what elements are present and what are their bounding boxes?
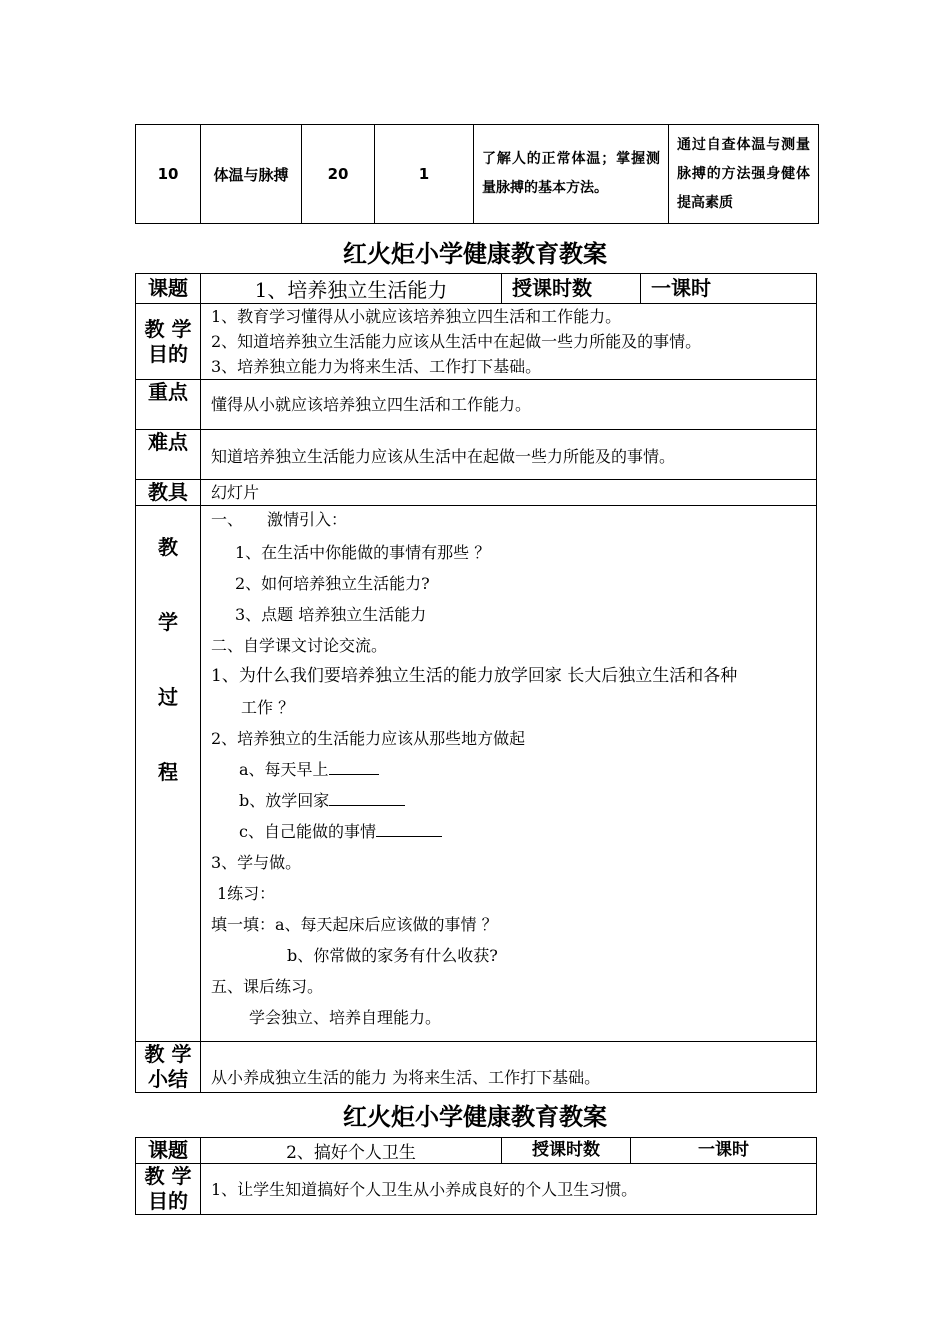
table-row — [136, 1042, 817, 1093]
table-row — [136, 1164, 817, 1215]
process-line: 二、自学课文讨论交流。 — [211, 636, 388, 655]
schedule-method: 通过自查体温与测量脉搏的方法强身健体提高素质 — [669, 125, 819, 224]
table-row — [136, 380, 817, 430]
hours-label: 授课时数 — [502, 1138, 631, 1164]
fill-blank-item: a、每天早上 — [239, 760, 329, 779]
process-line — [211, 754, 816, 785]
fill-blank-line — [376, 818, 442, 837]
key-value: 懂得从小就应该培养独立四生活和工作能力。 — [201, 380, 817, 430]
schedule-topic: 体温与脉搏 — [201, 125, 302, 224]
process-line: 填一填：a、每天起床后应该做的事情 ？ — [211, 915, 498, 934]
schedule-week: 20 — [302, 125, 375, 224]
schedule-no: 10 — [136, 125, 201, 224]
lesson-plan-table — [135, 273, 817, 1093]
process-label-char: 学 — [158, 610, 178, 634]
process-line: 一、 激情引入： — [211, 510, 348, 529]
fill-blank-line — [329, 756, 379, 775]
process-line: 3、学与做。 — [211, 853, 302, 872]
schedule-goal: 了解人的正常体温；掌握测量脉搏的基本方法。 — [474, 125, 669, 224]
process-line: 2、培养独立的生活能力应该从那些地方做起 — [211, 729, 526, 748]
process-line: b、你常做的家务有什么收获? — [287, 946, 498, 965]
difficulty-value: 知道培养独立生活能力应该从生活中在起做一些力所能及的事情。 — [201, 430, 817, 480]
process-cell — [201, 506, 817, 1042]
table-row — [136, 506, 817, 1042]
goal-label: 教 学目的 — [136, 304, 201, 380]
process-label-char: 教 — [158, 535, 178, 559]
hours-label: 授课时数 — [502, 274, 641, 304]
process-line — [211, 816, 816, 847]
goal-item: 1、教育学习懂得从小就应该培养独立四生活和工作能力。 — [211, 307, 622, 326]
topic-value: 2、搞好个人卫生 — [201, 1138, 502, 1164]
table-row — [136, 430, 817, 480]
lesson-plan-table — [135, 1137, 817, 1215]
hours-value: 一课时 — [631, 1138, 817, 1164]
page-title: 红火炬小学健康教育教案 — [343, 240, 607, 268]
process-line: 3、点题 培养独立生活能力 — [235, 605, 427, 624]
process-label — [136, 506, 201, 1042]
tools-label: 教具 — [136, 480, 201, 506]
table-row — [136, 480, 817, 506]
goal-item: 2、知道培养独立生活能力应该从生活中在起做一些力所能及的事情。 — [211, 332, 702, 351]
process-label-char: 过 — [158, 685, 178, 709]
topic-label: 课题 — [136, 274, 201, 304]
process-line: 1、为什么我们要培养独立生活的能力放学回家 长大后独立生活和各种 — [211, 666, 738, 686]
process-line: 工作 ？ — [241, 698, 295, 717]
goal-value: 1、让学生知道搞好个人卫生从小养成良好的个人卫生习惯。 — [201, 1164, 817, 1215]
fill-blank-item: c、自己能做的事情 — [239, 822, 376, 841]
page-title: 红火炬小学健康教育教案 — [343, 1103, 607, 1131]
schedule-hours: 1 — [375, 125, 474, 224]
fill-blank-line — [329, 787, 405, 806]
goal-item: 3、培养独立能力为将来生活、工作打下基础。 — [211, 357, 542, 376]
table-row — [136, 1138, 817, 1164]
process-line — [211, 785, 816, 816]
process-line: 1、在生活中你能做的事情有那些 ？ — [235, 543, 491, 562]
summary-label: 教 学小结 — [136, 1042, 201, 1093]
process-line: 2、如何培养独立生活能力? — [235, 574, 430, 593]
table-row — [136, 125, 819, 224]
goal-cell — [201, 304, 817, 380]
process-line: 五、课后练习。 — [211, 977, 324, 996]
summary-value: 从小养成独立生活的能力 为将来生活、工作打下基础。 — [201, 1042, 817, 1093]
difficulty-label: 难点 — [136, 430, 201, 480]
topic-label: 课题 — [136, 1138, 201, 1164]
table-row — [136, 304, 817, 380]
tools-value: 幻灯片 — [201, 480, 817, 506]
process-line: 学会独立、培养自理能力。 — [249, 1008, 442, 1027]
process-label-char: 程 — [158, 760, 178, 784]
table-row — [136, 274, 817, 304]
key-label: 重点 — [136, 380, 201, 430]
process-line: 1练习： — [217, 884, 276, 903]
schedule-table — [135, 124, 819, 224]
topic-value: 1、培养独立生活能力 — [201, 274, 502, 304]
fill-blank-item: b、放学回家 — [239, 791, 330, 810]
goal-label: 教 学目的 — [136, 1164, 201, 1215]
hours-value: 一课时 — [641, 274, 817, 304]
